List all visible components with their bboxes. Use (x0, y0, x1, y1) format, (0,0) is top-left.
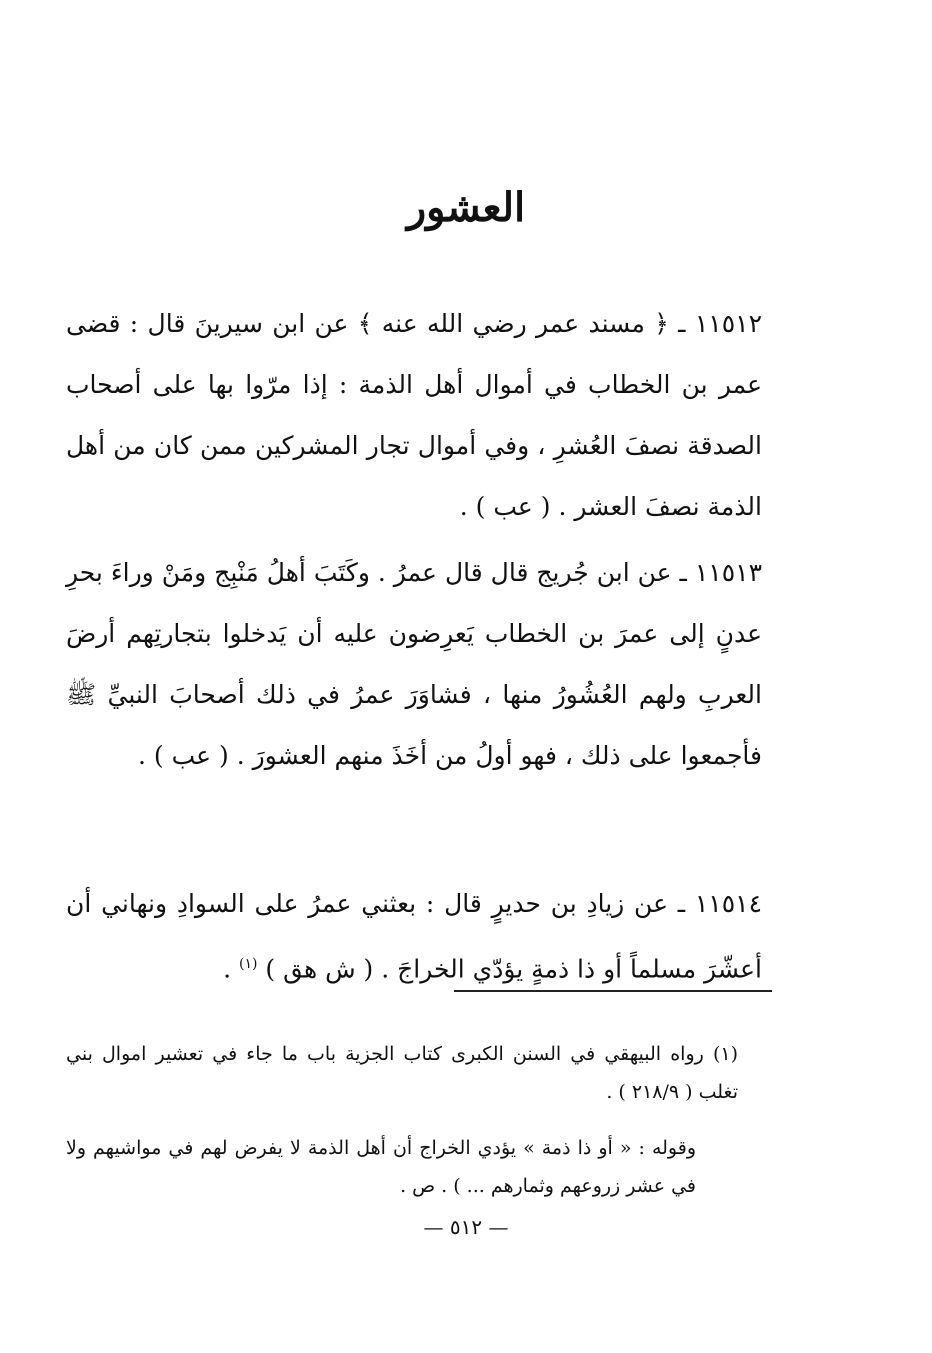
footnote-reference: (١) (238, 956, 258, 972)
page-number: — ٥١٢ — (423, 1215, 509, 1239)
footnote-divider (454, 990, 772, 992)
hadith-entry-11514 (66, 873, 762, 999)
hadith-entry-11513: ١١٥١٣ ـ عن ابن جُريج قال قال عمرُ . وكَتَبَ أهلُ مَنْبِج ومَنْ وراءَ بحرِ عدنٍ إلى عمرَ بن الخطاب يَعرِضون عليه أن يَدخلوا بتجارتِهم أرضَ العربِ ولهم العُشُورُ منها ، فشاوَرَ عمرُ في ذلك أصحابَ النبيِّ ﷺ فأجمعوا على ذلك ، فهو أولُ من أخَذَ منهم العشورَ . ( عب ) . (66, 558, 762, 770)
footnote-comment: وقوله : « أو ذا ذمة » يؤدي الخراج أن أهل الذمة لا يفرض لهم في مواشيهم ولا في عشر زروعهم وثمارهم ... ) . ص . (66, 1137, 696, 1197)
footnote-1: (١) رواه البيهقي في السنن الكبرى كتاب الجزية باب ما جاء في تعشير اموال بني تغلب ( ٢١٨/٩ ) . (66, 1043, 738, 1103)
hadith-entry-11514-tail: . (223, 954, 232, 984)
hadith-entry-11512: ١١٥١٢ ـ ﴿ مسند عمر رضي الله عنه ﴾ عن ابن سيرينَ قال : قضى عمر بن الخطاب في أموال أهل الذمة : إذا مرّوا بها على أصحاب الصدقة نصفَ العُشرِ ، وفي أموال تجار المشركين ممن كان من أهل الذمة نصفَ العشر . ( عب ) . (66, 309, 762, 521)
chapter-heading: العشور (406, 184, 526, 231)
hadith-entry-11514-text: ١١٥١٤ ـ عن زيادِ بن حديرٍ قال : بعثني عمرُ على السوادِ ونهاني أن أعشّرَ مسلماً أو ذا ذمةٍ يؤدّي الخراجَ . ( ش هق ) (66, 889, 762, 984)
